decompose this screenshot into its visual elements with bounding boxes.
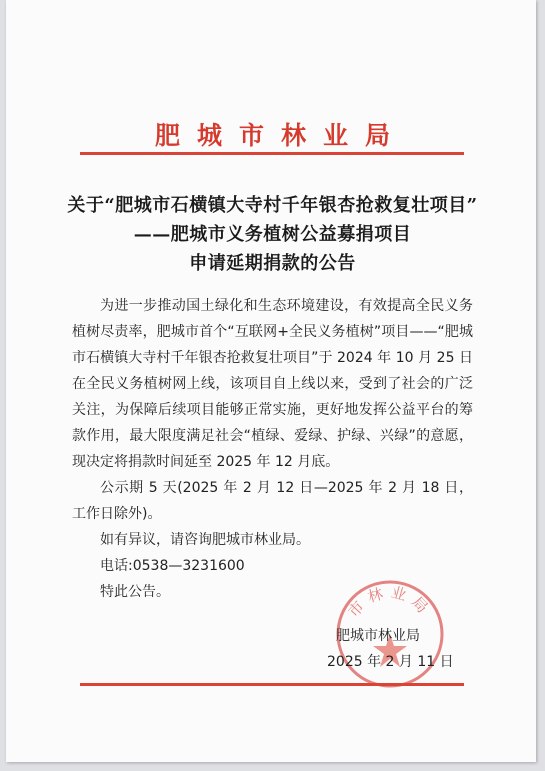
signature-date: 2025 年 2 月 11 日 bbox=[327, 654, 454, 670]
notice-title-line-3: 申请延期捐款的公告 bbox=[189, 253, 356, 274]
closing-line: 特此公告。 bbox=[100, 584, 170, 600]
letterhead-rule bbox=[80, 152, 464, 155]
signature-org: 肥城市林业局 bbox=[336, 628, 420, 644]
phone-line: 电话:0538—3231600 bbox=[100, 558, 245, 574]
seal-text: 市林业局 bbox=[344, 583, 436, 621]
body-paragraph-2: 公示期 5 天(2025 年 2 月 12 日—2025 年 2 月 18 日，工作日除外)。 bbox=[72, 480, 473, 522]
footer-rule bbox=[80, 683, 464, 686]
contact-line: 如有异议，请咨询肥城市林业局。 bbox=[100, 532, 310, 548]
notice-title-line-2: ——肥城市义务植树公益募捐项目 bbox=[133, 224, 412, 245]
svg-text:市林业局 bbox=[345, 583, 436, 621]
notice-body bbox=[72, 293, 473, 605]
notice-title-line-1: 关于“肥城市石横镇大寺村千年银杏抢救复壮项目” bbox=[67, 195, 478, 216]
body-paragraph-1: 为进一步推动国土绿化和生态环境建设，有效提高全民义务植树尽责率，肥城市首个“互联网+全民义务植树”项目——“肥城市石横镇大寺村千年银杏抢救复壮项目”于 2024 年 10 月 25 日在全民义务植树网上线，该项目自上线以来，受到了社会的广泛关注，为保障后续项目能够正常实施，更好地发挥公益平台的筹款作用，最大限度满足社会“植绿、爱绿、护绿、兴绿”的意愿，现决定将捐款时间延至 2025 年 12 月底。 bbox=[72, 298, 473, 470]
letterhead-title: 肥城市林业局 bbox=[154, 121, 407, 150]
